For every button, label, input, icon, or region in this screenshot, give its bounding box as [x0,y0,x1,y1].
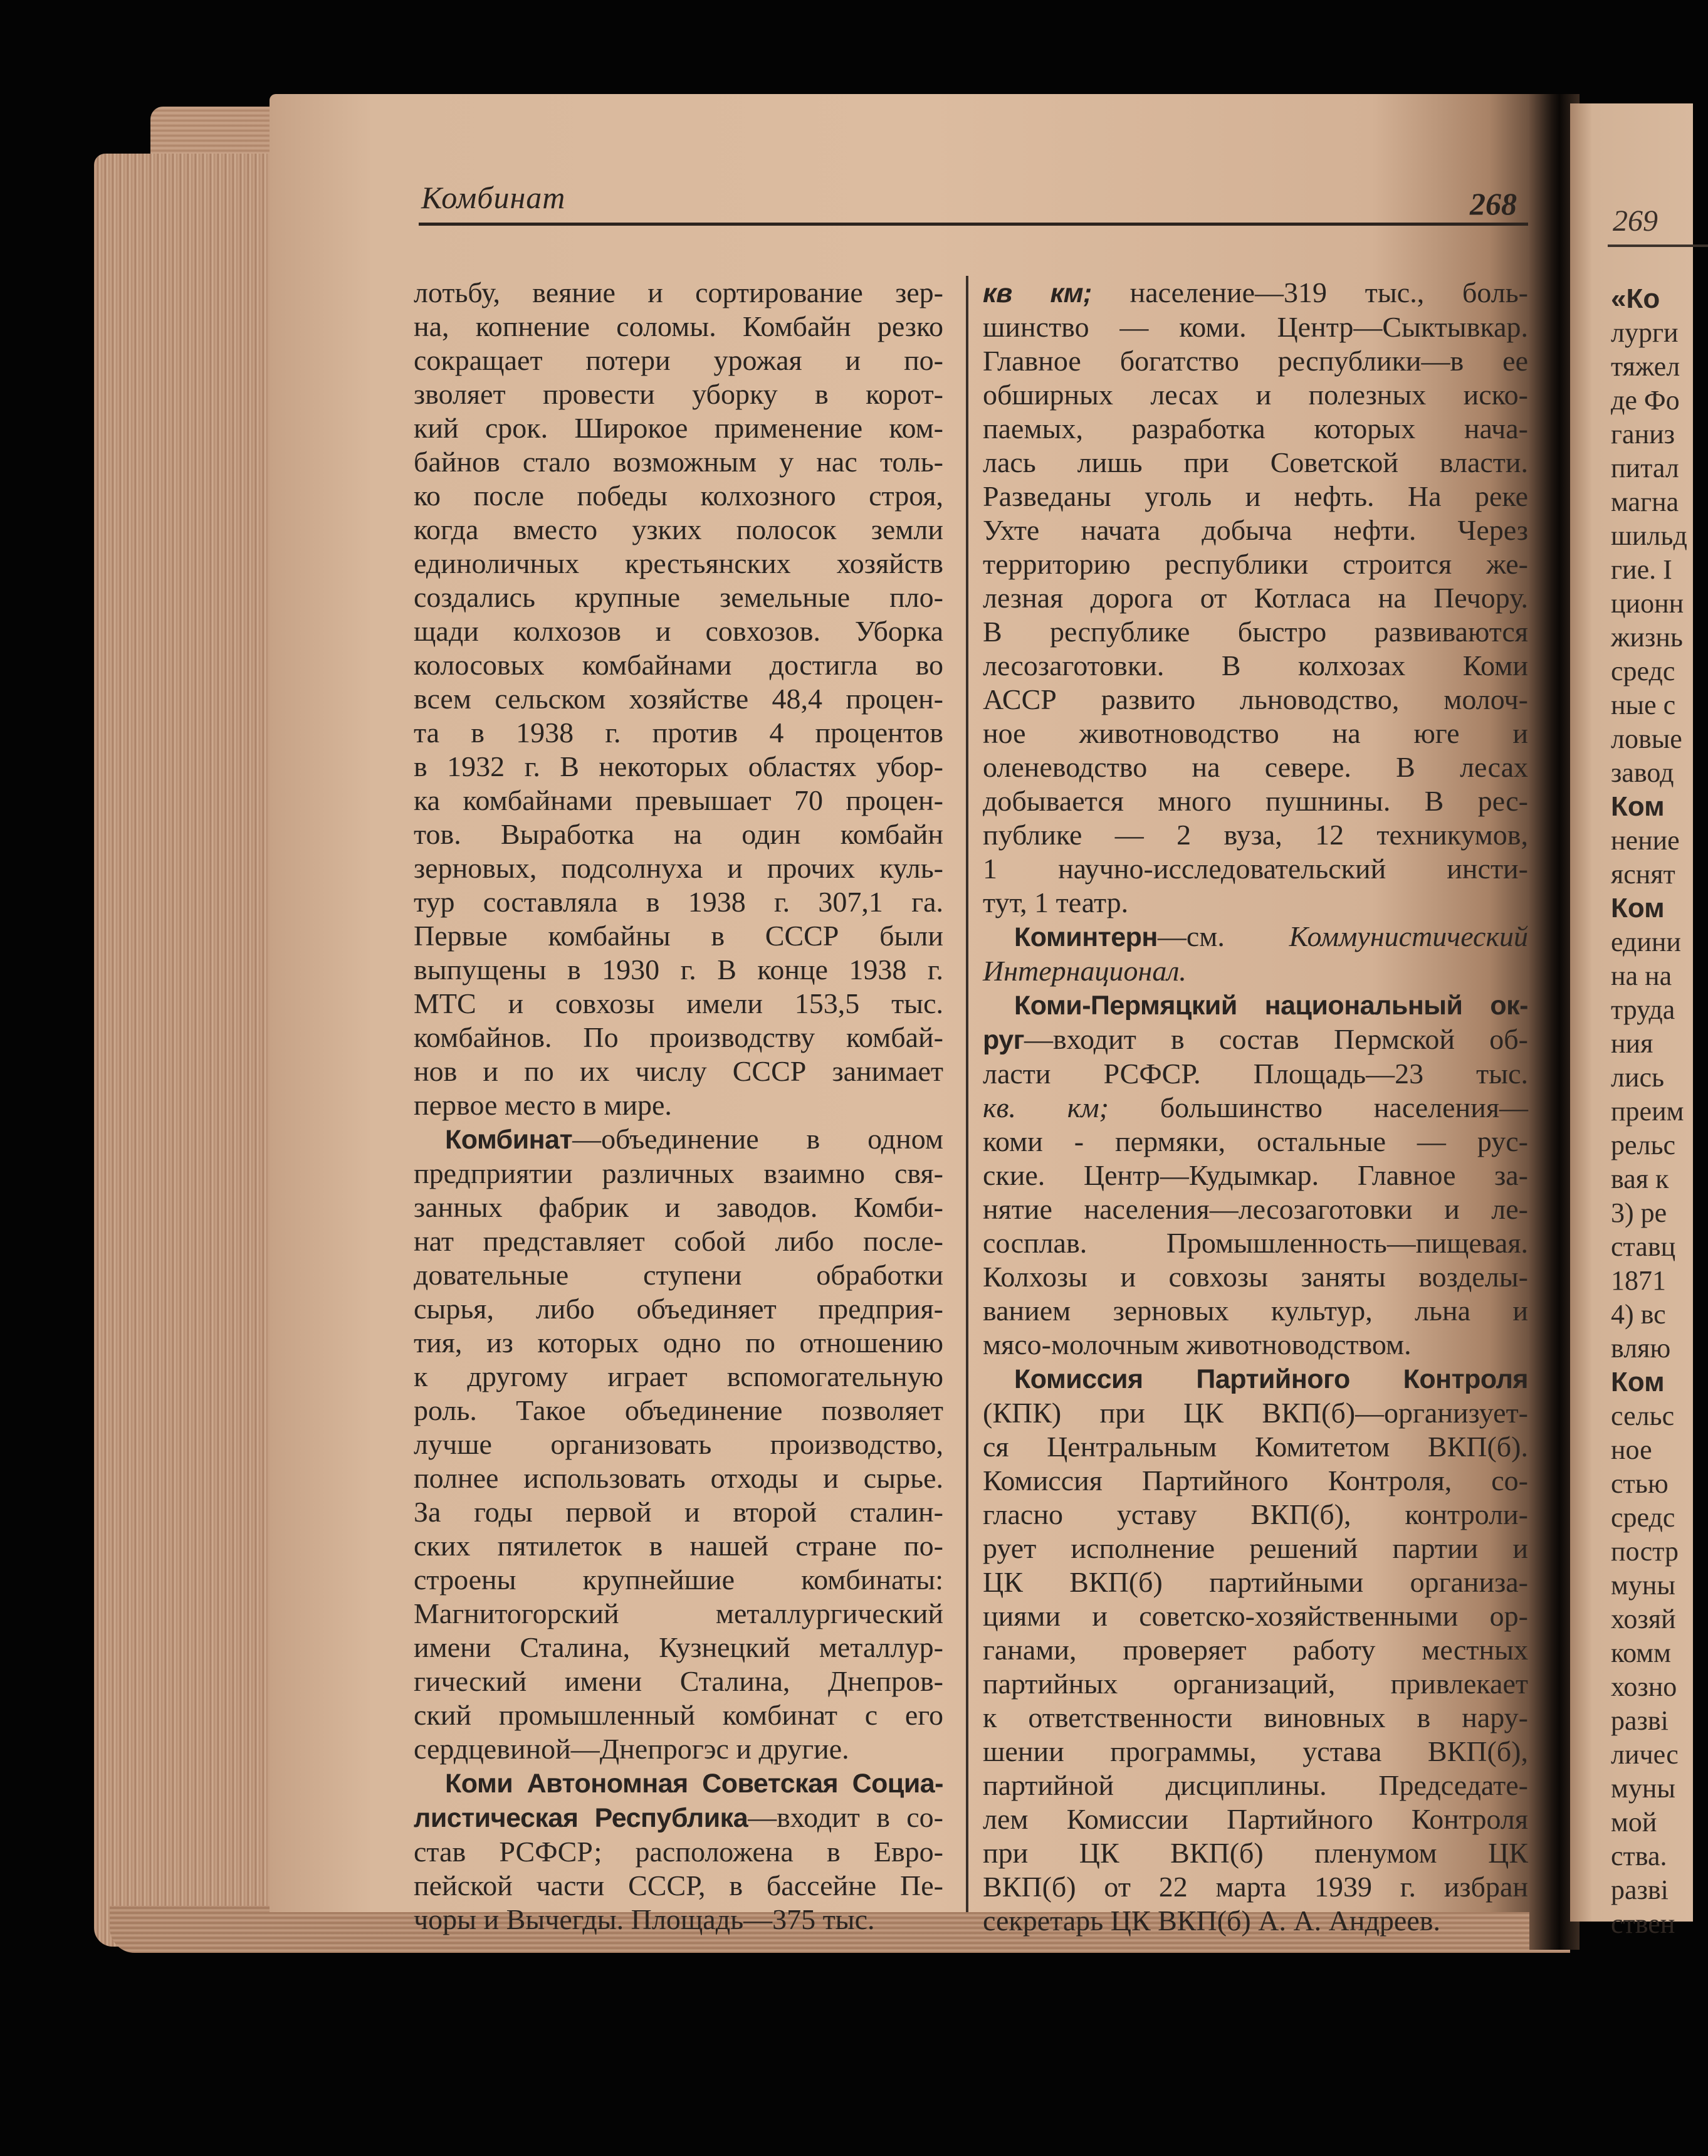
right-page-line-fragment: гие. I [1611,554,1672,585]
text-line: нов и по их числу СССР занимает [414,1055,943,1087]
text-line: В республике быстро развиваются [983,616,1528,648]
text-line: ное животноводство на юге и [983,717,1528,749]
text-line: тут, 1 театр. [983,886,1129,918]
right-page-line-fragment: Ком [1611,893,1665,923]
right-page-line-fragment: личес [1611,1739,1679,1770]
entry-kpk-first-line [983,1362,1528,1396]
right-page-line-fragment: хозяй [1611,1604,1676,1634]
right-page-line-fragment: хозно [1611,1671,1677,1702]
text-line: Комиссия Партийного Контроля, со- [983,1465,1528,1496]
komi-assr-continued-first-line: кв км; население—319 тыс., боль- [983,276,1528,308]
entry-komi-assr-first-line [414,1766,943,1801]
right-page-line-fragment: ства. [1611,1841,1667,1871]
text-line: сокращает потери урожая и по- [414,344,943,376]
right-page-line-fragment: комм [1611,1638,1671,1668]
text-line: партийных организаций, привлекает [983,1668,1528,1700]
paragraph-kombajn-continued [414,276,943,1122]
text-line: Разведаны уголь и нефть. На реке [983,480,1528,512]
text-line: Главное богатство республики—в ее [983,345,1528,377]
text-line: паемых, разработка которых нача- [983,413,1528,444]
text-line: тия, из которых одно по отношению [414,1327,943,1359]
entry-komi-permyak-first-line [983,988,1528,1023]
entry-term-komi-assr-b: листическая Республика [414,1803,748,1833]
text-line: та в 1938 г. против 4 процентов [414,717,943,749]
right-page-line-fragment: муны [1611,1773,1675,1804]
text-line: лесозаготовки. В колхозах Коми [983,649,1528,681]
text-line: обширных лесах и полезных иско- [983,379,1528,411]
text-line: зерновых, подсолнуха и прочих куль- [414,852,943,884]
header-rule [419,223,1528,226]
right-page-line-fragment: средс [1611,1502,1675,1533]
text-line: предприятии различных взаимно свя- [414,1157,943,1189]
right-page-line-fragment: шильд [1611,520,1687,551]
text-line: роль. Такое объединение позволяет [414,1394,943,1426]
right-page-line-fragment: сельс [1611,1401,1675,1431]
text-line: пейской части СССР, в бассейне Пе- [414,1869,943,1901]
paragraph-komi-assr [414,1835,943,1937]
text-line: сырья, либо объединяет предприя- [414,1293,943,1325]
right-page-line-fragment: ционн [1611,588,1684,619]
text-line: щади колхозов и совхозов. Уборка [414,615,943,647]
text-line: на, копнение соломы. Комбайн резко [414,310,943,342]
text-line: довательные ступени обработки [414,1259,943,1291]
right-page-line-fragment: на на [1611,960,1672,991]
entry-term-komi-permyak-a: Коми-Пермяцкий национальный ок- [1014,991,1528,1021]
text-line: Магнитогорский металлургический [414,1597,943,1629]
entry-komi-permyak-second-line: руг—входит в состав Пермской об- [983,1023,1528,1055]
entry-komi-permyak-third-line: ласти РСФСР. Площадь—23 тыс. [983,1058,1528,1090]
text-line: За годы первой и второй сталин- [414,1496,943,1528]
text-line: нат представляет собой либо после- [414,1225,943,1257]
text-line: создались крупные земельные пло- [414,581,943,613]
text-line: первое место в мире. [414,1089,672,1121]
right-page-line-fragment: завод [1611,757,1674,788]
text-line: комбайнов. По производству комбай- [414,1021,943,1053]
text-line: к ответственности виновных в нару- [983,1701,1528,1733]
text-line: лем Комиссии Партийного Контроля [983,1803,1528,1835]
entry-komi-permyak-fourth-line: кв. км; большинство населения— [983,1091,1528,1123]
right-column [983,276,1528,1938]
text-line: публике — 2 вуза, 12 техникумов, [983,819,1528,851]
right-page-line-fragment: тяжел [1611,351,1680,382]
text-line: занных фабрик и заводов. Комби- [414,1191,943,1223]
text-line: Ухте начата добыча нефти. Через [983,514,1528,546]
text-line: гласно уставу ВКП(б), контроли- [983,1498,1528,1530]
right-page-line-fragment: труда [1611,994,1675,1025]
text-line: ских пятилеток в нашей стране по- [414,1530,943,1562]
right-page-line-fragment: мой [1611,1807,1657,1838]
right-page-line-fragment: «Ко [1611,283,1660,314]
text-line: МТС и совхозы имели 153,5 тыс. [414,987,943,1019]
text-line: выпущены в 1930 г. В конце 1938 г. [414,954,943,986]
text-line: в 1932 г. В некоторых областях убор- [414,750,943,782]
text-line: чоры и Вычегды. Площадь—375 тыс. [414,1903,875,1935]
text-line: Первые комбайны в СССР были [414,920,943,952]
right-page-line-fragment: лись [1611,1062,1665,1093]
text-line: кий срок. Широкое применение ком- [414,412,943,444]
text-line: при ЦК ВКП(б) пленумом ЦК [983,1837,1528,1869]
text-line: ганами, проверяет работу местных [983,1634,1528,1666]
right-page-line-fragment: питал [1611,453,1679,483]
text-line: 1 научно-исследовательский инсти- [983,853,1528,885]
text-line: ка комбайнами превышает 70 процен- [414,784,943,816]
right-page-line-fragment: едини [1611,927,1681,957]
text-line: лотьбу, веяние и сортирование зер- [414,276,943,308]
text-line: полнее использовать отходы и сырье. [414,1462,943,1494]
right-page-fragment [1570,103,1693,1939]
text-line: единоличных крестьянских хозяйств [414,547,943,579]
right-page-line-fragment: нение [1611,825,1680,856]
text-line: тур составляла в 1938 г. 307,1 га. [414,886,943,918]
right-page-line-fragment: разві [1611,1875,1669,1905]
text-line: лась лишь при Советской власти. [983,446,1528,478]
right-page-line-fragment: рельс [1611,1130,1676,1160]
right-page-line-fragment: 3) ре [1611,1197,1667,1228]
text-line: циями и советско-хозяйственными ор- [983,1600,1528,1632]
right-page-line-fragment: ловые [1611,723,1682,754]
entry-komintern-line-2: Интернационал. [983,955,1187,987]
text-line: территорию республики строится же- [983,548,1528,580]
text-line: нятие населения—лесозаготовки и ле- [983,1193,1528,1225]
text-line: коми - пермяки, остальные — рус- [983,1125,1528,1157]
right-page-line-fragment: ствен [1611,1908,1675,1939]
text-line: колосовых комбайнами достигла во [414,649,943,681]
entry-term-komi-assr-a: Коми Автономная Советская Социа- [445,1769,943,1799]
right-page-header-rule [1608,245,1708,247]
text-line: гический имени Сталина, Днепров- [414,1665,943,1697]
right-page-line-fragment: 4) вс [1611,1299,1666,1330]
right-page-line-fragment: Ком [1611,791,1665,822]
right-page-line-fragment: жизнь [1611,622,1683,653]
text-line: имени Сталина, Кузнецкий металлур- [414,1631,943,1663]
text-line: оленеводство на севере. В лесах [983,751,1528,783]
running-head: Комбинат [421,180,566,215]
text-line: ский промышленный комбинат с его [414,1699,943,1731]
text-line: байнов стало возможным у нас толь- [414,446,943,478]
text-line: к другому играет вспомогательную [414,1360,943,1392]
right-page-text-fragments [1611,282,1687,1941]
text-line: ко после победы колхозного строя, [414,480,943,512]
text-line: ВКП(б) от 22 марта 1939 г. избран [983,1871,1528,1903]
text-line: тов. Выработка на один комбайн [414,818,943,850]
right-page-line-fragment: стью [1611,1468,1669,1499]
right-page-line-fragment: постр [1611,1536,1679,1567]
right-page-line-fragment: ное [1611,1434,1652,1465]
column-rule [966,276,968,1912]
right-page-line-fragment: разві [1611,1705,1669,1736]
right-page-line-fragment: магна [1611,486,1679,517]
text-line: мясо-молочным животноводством. [983,1328,1412,1360]
text-line: партийной дисциплины. Председате- [983,1769,1528,1801]
text-line: строены крупнейшие комбинаты: [414,1564,943,1596]
entry-kombinat-first-line: Комбинат—объединение в одном [445,1123,943,1155]
right-page-line-fragment: Ком [1611,1367,1665,1397]
text-line: секретарь ЦК ВКП(б) А. А. Андреев. [983,1905,1440,1937]
text-line: лучше организовать производство, [414,1428,943,1460]
right-page-line-fragment: де Фо [1611,385,1680,416]
text-line: Колхозы и совхозы заняты возделы- [983,1261,1528,1293]
entry-komintern-line: Коминтерн—см. Коммунистический [1014,920,1528,952]
right-page-line-fragment: вая к [1611,1164,1669,1194]
text-line: зволяет провести уборку в корот- [414,378,943,410]
paragraph-kombinat [414,1157,943,1766]
text-line: ские. Центр—Кудымкар. Главное за- [983,1159,1528,1191]
text-line: ЦК ВКП(б) партийными организа- [983,1566,1528,1598]
right-page-line-fragment: яснят [1611,859,1675,890]
text-line: став РСФСР; расположена в Евро- [414,1836,943,1868]
right-page-line-fragment: 1871 [1611,1265,1666,1296]
right-page-line-fragment: ные с [1611,690,1676,720]
entry-komi-assr-second-line: листическая Республика—входит в со- [414,1801,943,1833]
text-line: сердцевиной—Днепрогэс и другие. [414,1733,849,1765]
page-number: 268 [1470,186,1517,221]
paragraph-komi-assr-continued [983,310,1528,920]
entry-term-komintern: Коминтерн [1014,922,1158,952]
text-line: рует исполнение решений партии и [983,1532,1528,1564]
right-page-line-fragment: вляю [1611,1333,1671,1364]
right-page-line-fragment: средс [1611,656,1675,686]
text-line: когда вместо узких полосок земли [414,513,943,545]
text-line: шинство — коми. Центр—Сыктывкар. [983,311,1528,343]
right-page-number: 269 [1613,204,1658,238]
text-line: (КПК) при ЦК ВКП(б)—организует- [983,1397,1528,1429]
right-page-line-fragment: ганиз [1611,419,1675,450]
text-line: ванием зерновых культур, льна и [983,1295,1528,1327]
text-line: шении программы, устава ВКП(б), [983,1735,1528,1767]
entry-term-kombinat: Комбинат [445,1125,573,1155]
text-line: всем сельском хозяйстве 48,4 процен- [414,683,943,715]
text-line: сосплав. Промышленность—пищевая. [983,1227,1528,1259]
paragraph-komi-permyak [983,1125,1528,1362]
right-page-line-fragment: ния [1611,1028,1653,1059]
text-line: добывается много пушнины. В рес- [983,785,1528,817]
right-page-line-fragment: муны [1611,1570,1675,1601]
right-page-line-fragment: лурги [1611,317,1679,348]
right-page-line-fragment: ставц [1611,1231,1676,1262]
left-column [414,276,943,1937]
entry-term-kpk: Комиссия Партийного Контроля [1014,1364,1528,1394]
text-line: АССР развито льноводство, молоч- [983,683,1528,715]
entry-term-komi-permyak-b: руг [983,1025,1025,1055]
text-line: лезная дорога от Котласа на Печору. [983,582,1528,614]
paragraph-kpk [983,1396,1528,1938]
right-page-line-fragment: преим [1611,1096,1684,1127]
text-line: ся Центральным Комитетом ВКП(б). [983,1431,1528,1463]
